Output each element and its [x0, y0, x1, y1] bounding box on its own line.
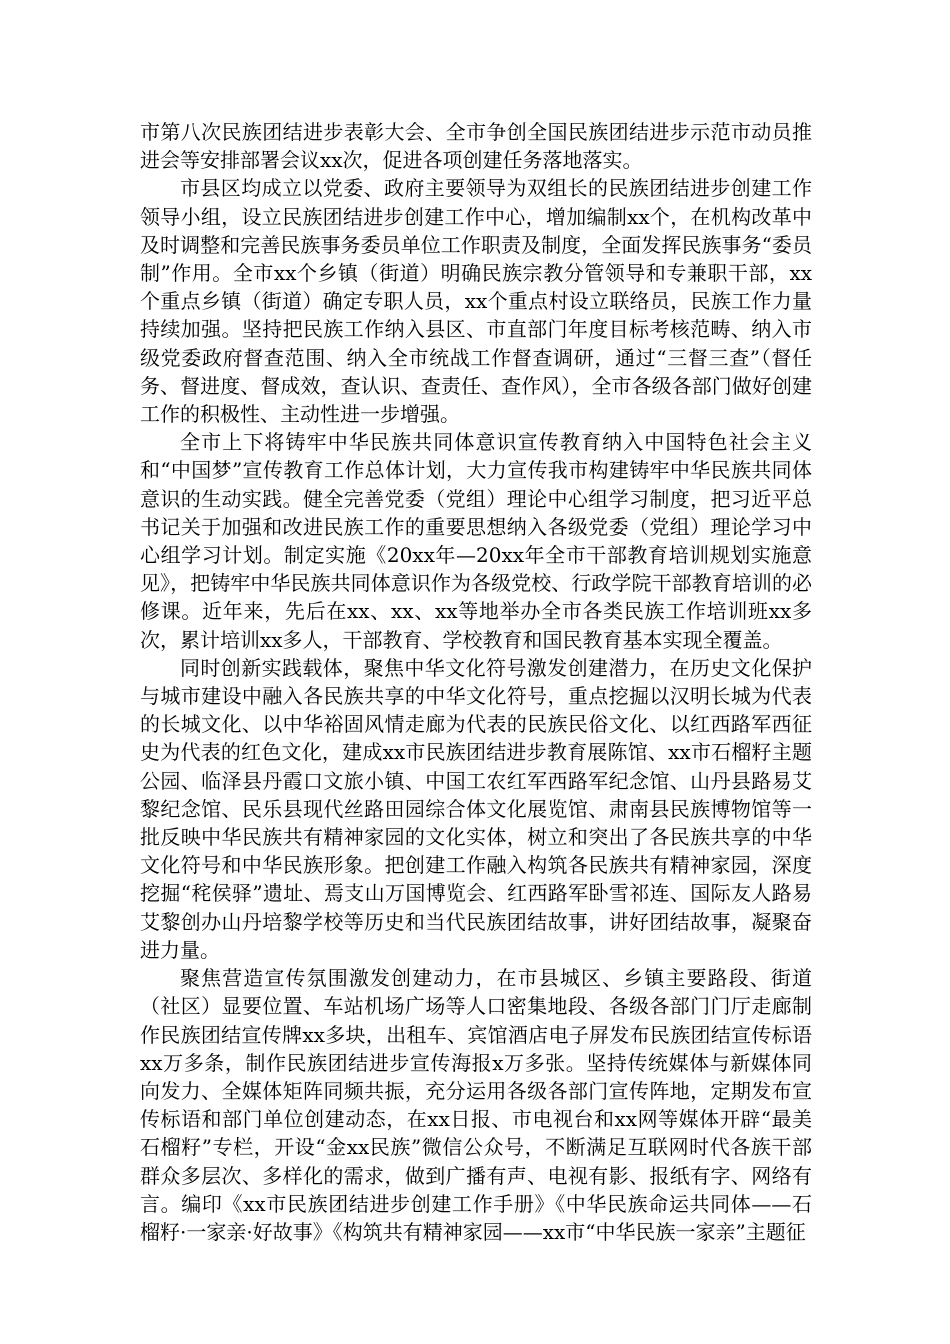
document-page — [140, 118, 812, 1246]
paragraph-continuation: 市第八次民族团结进步表彰大会、全市争创全国民族团结进步示范市动员推进会等安排部署会议xx次，促进各项创建任务落地落实。 — [140, 120, 812, 173]
paragraph-cultural-symbols: 同时创新实践载体，聚焦中华文化符号激发创建潜力，在历史文化保护与城市建设中融入各民族共享的中华文化符号，重点挖掘以汉明长城为代表的长城文化、以中华裕固风情走廊为代表的民族民俗文化、以红西路军西征史为代表的红色文化，建成xx市民族团结进步教育展陈馆、xx市石榴籽主题公园、临泽县丹霞口文旅小镇、中国工农红军西路军纪念馆、山丹县路易艾黎纪念馆、民乐县现代丝路田园综合体文化展览馆、肃南县民族博物馆等一批反映中华民族共有精神家园的文化实体，树立和突出了各民族共享的中华文化符号和中华民族形象。把创建工作融入构筑各民族共有精神家园，深度挖掘“秺侯驿”遗址、焉支山万国博览会、红西路军卧雪祁连、国际友人路易艾黎创办山丹培黎学校等历史和当代民族团结故事，讲好团结故事，凝聚奋进力量。 — [140, 655, 812, 962]
paragraph-publicity: 聚焦营造宣传氛围激发创建动力，在市县城区、乡镇主要路段、街道（社区）显要位置、车站机场广场等人口密集地段、各级各部门门厅走廊制作民族团结宣传牌xx多块，出租车、宾馆酒店电子屏发布民族团结宣传标语xx万多条，制作民族团结进步宣传海报x万多张。坚持传统媒体与新媒体同向发力、全媒体矩阵同频共振，充分运用各级各部门宣传阵地，定期发布宣传标语和部门单位创建动态，在xx日报、市电视台和xx网等媒体开辟“最美石榴籽”专栏，开设“金xx民族”微信公众号，不断满足互联网时代各族干部群众多层次、多样化的需求，做到广播有声、电视有影、报纸有字、网络有言。编印《xx市民族团结进步创建工作手册》《中华民族命运共同体——石榴籽·一家亲·好故事》《构筑共有精神家园——xx市“中华民族一家亲”主题征 — [140, 966, 812, 1244]
paragraph-education: 全市上下将铸牢中华民族共同体意识宣传教育纳入中国特色社会主义和“中国梦”宣传教育工作总体计划，大力宣传我市构建铸牢中华民族共同体意识的生动实践。健全完善党委（党组）理论中心组学习制度，把习近平总书记关于加强和改进民族工作的重要思想纳入各级党委（党组）理论学习中心组学习计划。制定实施《20xx年—20xx年全市干部教育培训规划实施意见》，把铸牢中华民族共同体意识作为各级党校、行政学院干部教育培训的必修课。近年来，先后在xx、xx、xx等地举办全市各类民族工作培训班xx多次，累计培训xx多人，干部教育、学校教育和国民教育基本实现全覆盖。 — [140, 430, 812, 652]
paragraph-leadership-groups: 市县区均成立以党委、政府主要领导为双组长的民族团结进步创建工作领导小组，设立民族团结进步创建工作中心，增加编制xx个，在机构改革中及时调整和完善民族事务委员单位工作职责及制度，全面发挥民族事务“委员制”作用。全市xx个乡镇（街道）明确民族宗教分管领导和专兼职干部，xx个重点乡镇（街道）确定专职人员，xx个重点村设立联络员，民族工作力量持续加强。坚持把民族工作纳入县区、市直部门年度目标考核范畴、纳入市级党委政府督查范围、纳入全市统战工作督查调研，通过“三督三查”（督任务、督进度、督成效，查认识、查责任、查作风），全市各级各部门做好创建工作的积极性、主动性进一步增强。 — [140, 176, 812, 427]
